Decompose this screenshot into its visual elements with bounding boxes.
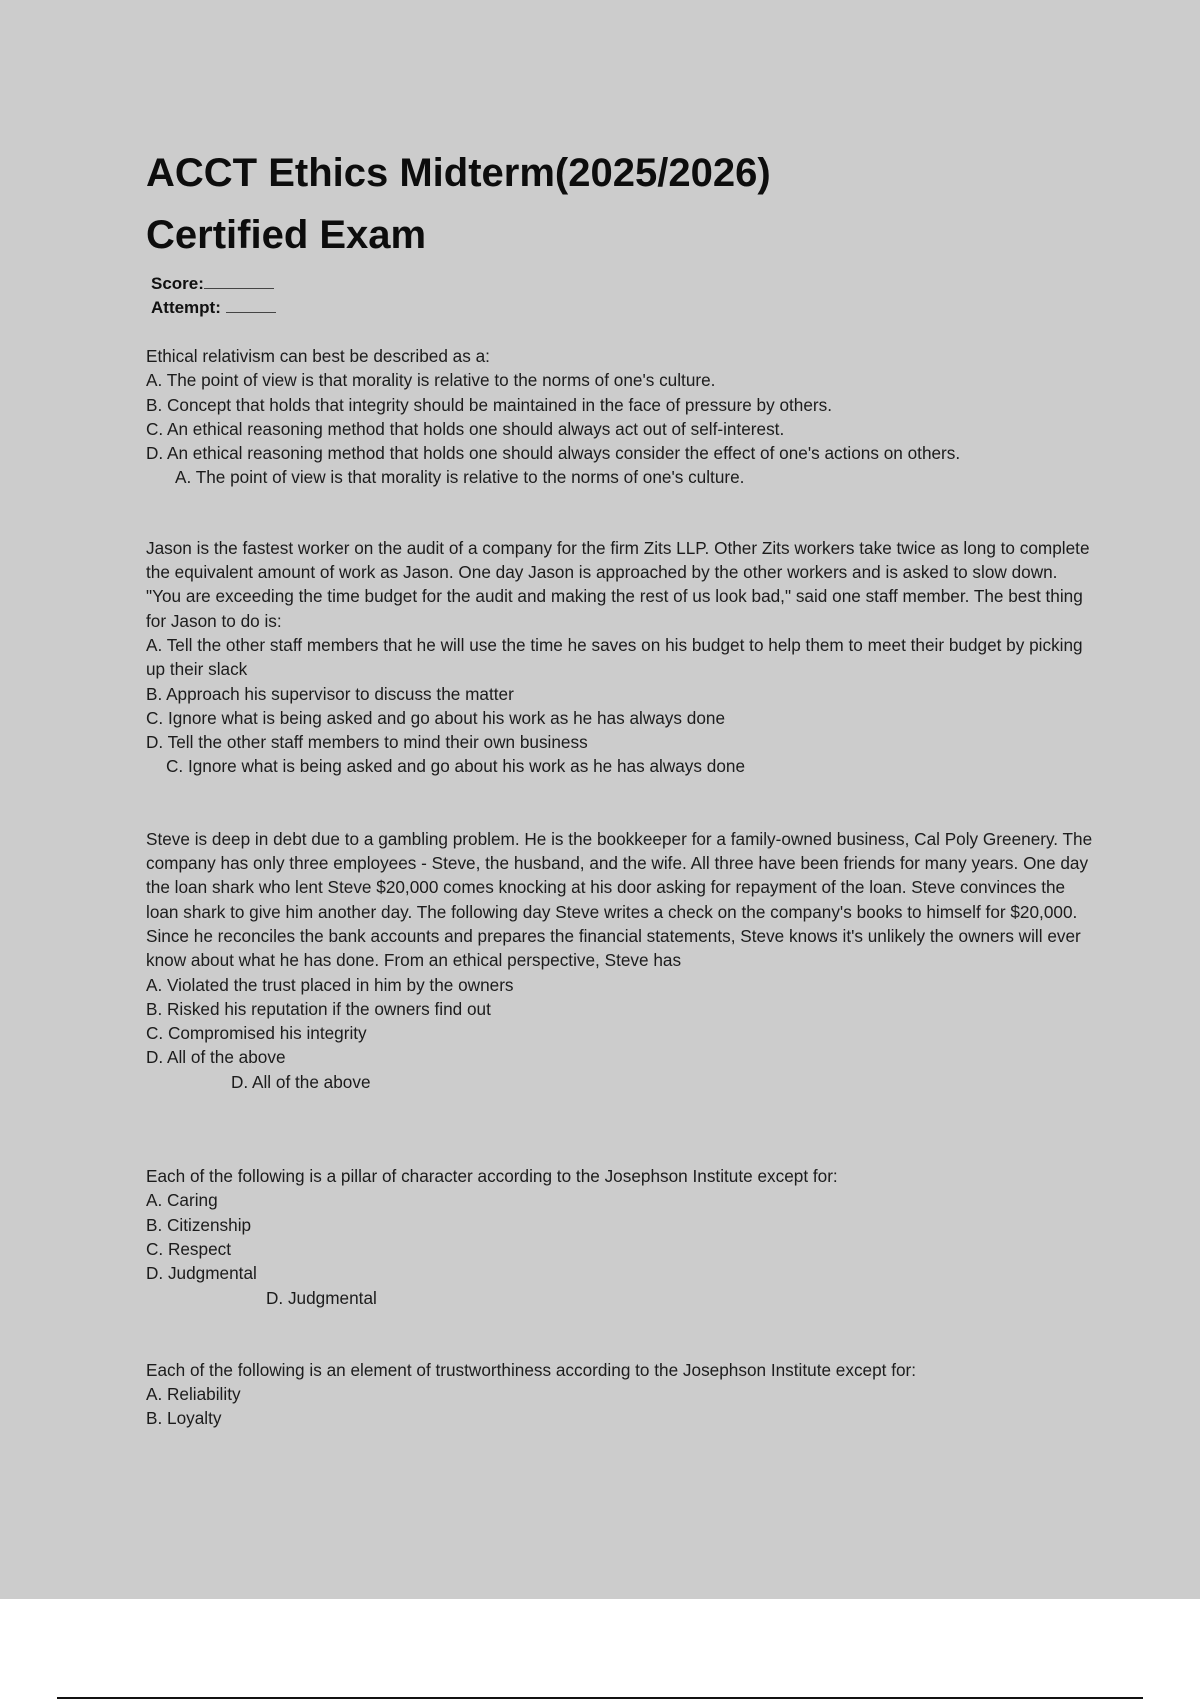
question-5	[146, 1358, 1096, 1431]
option-b: B. Approach his supervisor to discuss the matter	[146, 683, 514, 704]
score-label: Score:	[151, 274, 204, 293]
document-title	[146, 142, 1096, 266]
option-d: D. An ethical reasoning method that holds one should always consider the effect of one's actions on others.	[146, 443, 961, 464]
score-line	[151, 272, 1096, 296]
option-a: A. Caring	[146, 1190, 218, 1211]
option-a: A. The point of view is that morality is relative to the norms of one's culture.	[146, 370, 716, 391]
question-2	[146, 536, 1096, 779]
option-c: C. An ethical reasoning method that holds one should always act out of self-interest.	[146, 418, 785, 439]
document-content	[146, 142, 1096, 1431]
option-b: B. Concept that holds that integrity should be maintained in the face of pressure by others.	[146, 394, 832, 415]
question-stem: Jason is the fastest worker on the audit of a company for the firm Zits LLP. Other Zits workers take twice as long to complete the equivalent amount of work as Jason. One day Jason is approached by the other workers and is asked to slow down. "You are exceeding the time budget for the audit and making the rest of us look bad," said one staff member. The best thing for Jason to do is:	[146, 537, 1090, 631]
attempt-line	[151, 296, 1096, 320]
option-b: B. Risked his reputation if the owners find out	[146, 998, 491, 1019]
option-c: C. Compromised his integrity	[146, 1023, 367, 1044]
answer: D. All of the above	[231, 1071, 371, 1092]
option-d: D. All of the above	[146, 1047, 286, 1068]
title-line-2: Certified Exam	[146, 213, 427, 257]
option-a: A. Violated the trust placed in him by the owners	[146, 974, 514, 995]
option-d: D. Judgmental	[146, 1263, 257, 1284]
question-stem: Steve is deep in debt due to a gambling problem. He is the bookkeeper for a family-owned business, Cal Poly Greenery. The company has only three employees - Steve, the husband, and the wife. All three have been friends for many years. One day the loan shark who lent Steve $20,000 comes knocking at his door asking for repayment of the loan. Steve convinces the loan shark to give him another day. The following day Steve writes a check on the company's books to himself for $20,000. Since he reconciles the bank accounts and prepares the financial statements, Steve knows it's unlikely the owners will ever know about what he has done. From an ethical perspective, Steve has	[146, 828, 1093, 971]
question-1	[146, 344, 1096, 490]
attempt-blank	[226, 298, 276, 313]
answer: A. The point of view is that morality is relative to the norms of one's culture.	[175, 467, 745, 488]
question-stem: Each of the following is a pillar of character according to the Josephson Institute except for:	[146, 1166, 838, 1187]
question-stem: Ethical relativism can best be described as a:	[146, 346, 490, 366]
option-a: A. Reliability	[146, 1384, 241, 1405]
option-c: C. Respect	[146, 1238, 232, 1259]
option-b: B. Citizenship	[146, 1214, 252, 1235]
attempt-label: Attempt:	[151, 298, 221, 317]
option-c: C. Ignore what is being asked and go about his work as he has always done	[146, 707, 726, 728]
option-b: B. Loyalty	[146, 1408, 222, 1429]
footer-rule	[57, 1697, 1143, 1699]
title-line-1: ACCT Ethics Midterm(2025/2026)	[146, 151, 771, 195]
question-3	[146, 827, 1096, 1094]
question-stem: Each of the following is an element of trustworthiness according to the Josephson Institute except for:	[146, 1359, 917, 1380]
answer: C. Ignore what is being asked and go about his work as he has always done	[166, 756, 746, 777]
option-a: A. Tell the other staff members that he will use the time he saves on his budget to help them to meet their budget by picking up their slack	[146, 634, 1083, 680]
answer: D. Judgmental	[266, 1287, 377, 1308]
option-d: D. Tell the other staff members to mind their own business	[146, 732, 588, 753]
score-blank	[204, 274, 274, 289]
score-attempt-block	[151, 272, 1096, 320]
question-4	[146, 1164, 1096, 1310]
